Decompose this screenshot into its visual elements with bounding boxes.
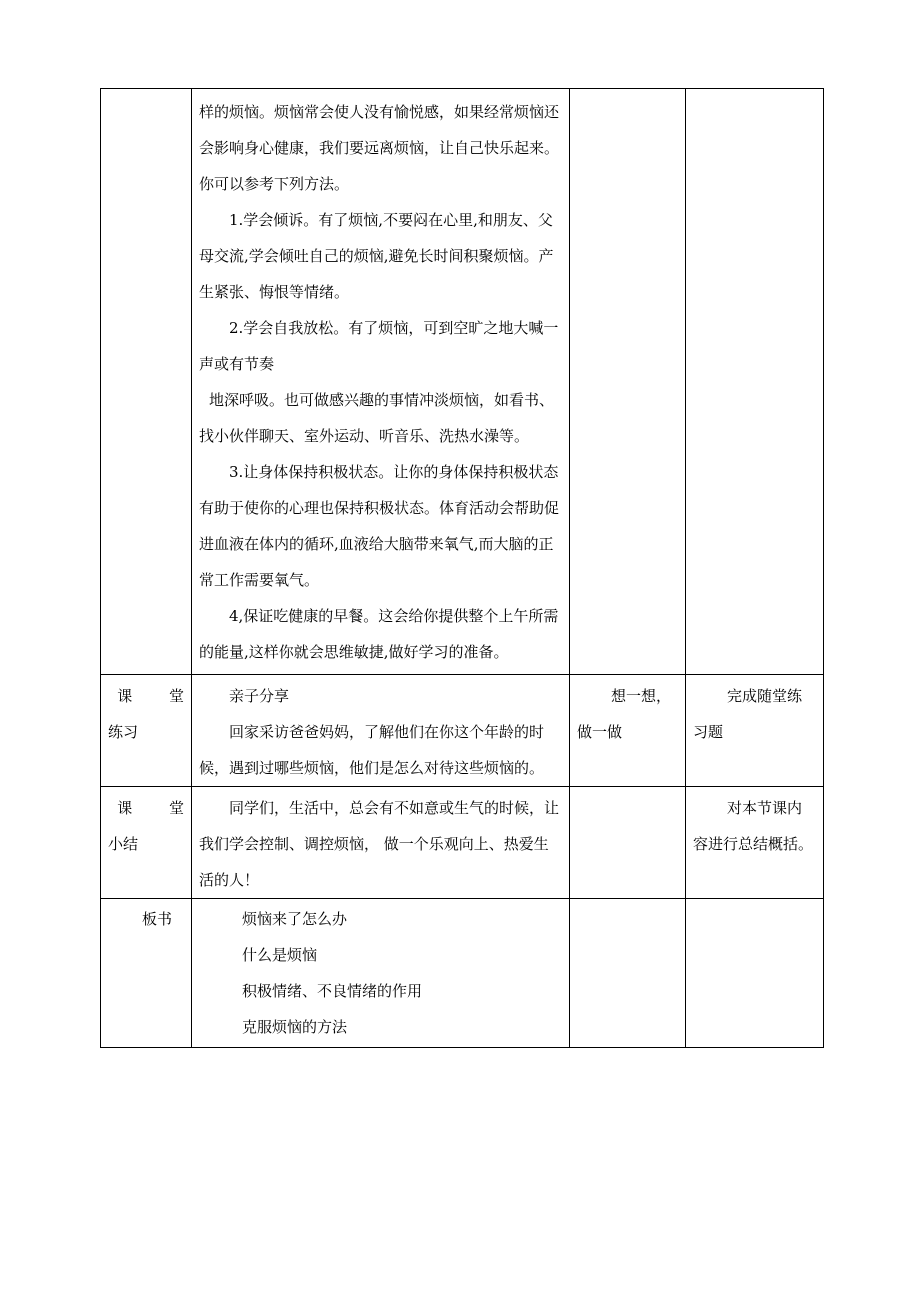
- board-item: 烦恼来了怎么办: [242, 910, 348, 928]
- summary-body: 同学们，生活中，总会有不如意或生气的时候，让我们学会控制、调控烦恼， 做一个乐观向上、热爱生活的人！: [199, 799, 560, 889]
- board-item: 什么是烦恼: [242, 946, 318, 964]
- row-label-line1: 课 堂: [117, 687, 200, 705]
- table-row: [101, 899, 824, 1048]
- paragraph-method-4: 4,保证吃健康的早餐。这会给你提供整个上午所需的能量,这样你就会思维敏捷,做好学习的准备。: [199, 607, 559, 661]
- table-row: [101, 675, 824, 787]
- design-intent-cell: [686, 89, 824, 675]
- content-cell: [192, 787, 570, 899]
- design-intent-cell: [686, 675, 824, 787]
- practice-title: 亲子分享: [229, 687, 290, 705]
- table-row: [101, 89, 824, 675]
- student-activity-cell: [570, 787, 686, 899]
- row-label-line2: 小结: [108, 835, 139, 853]
- row-label-cell: [101, 675, 200, 787]
- student-activity-cell: [570, 899, 686, 1048]
- board-label: 板书: [142, 910, 173, 928]
- paragraph-method-2-cont: 地深呼吸。也可做感兴趣的事情冲淡烦恼，如看书、找小伙伴聊天、室外运动、听音乐、洗热水澡等。: [199, 391, 555, 445]
- row-label-cell: [101, 899, 192, 1048]
- content-cell: [192, 675, 570, 787]
- student-activity-cell: [570, 89, 686, 675]
- content-cell: [192, 899, 570, 1048]
- lesson-plan-table: [100, 88, 824, 1048]
- design-intent-text: 完成随堂练习题: [693, 687, 803, 741]
- table-row: [101, 787, 824, 899]
- summary-intent-text: 对本节课内容进行总结概括。: [693, 799, 814, 853]
- row-label-line1: 课 堂: [117, 799, 200, 817]
- design-intent-cell: [686, 899, 824, 1048]
- student-activity-text: 想一想，做一做: [577, 687, 672, 741]
- design-intent-cell: [686, 787, 824, 899]
- paragraph-intro: 样的烦恼。烦恼常会使人没有愉悦感，如果经常烦恼还会影响身心健康，我们要远离烦恼，让自己快乐起来。你可以参考下列方法。: [199, 103, 560, 193]
- board-item: 克服烦恼的方法: [242, 1018, 348, 1036]
- row-label-cell: [101, 89, 192, 675]
- board-item: 积极情绪、不良情绪的作用: [242, 982, 423, 1000]
- paragraph-method-3: 3.让身体保持积极状态。让你的身体保持积极状态有助于使你的心理也保持积极状态。体育活动会帮助促进血液在体内的循环,血液给大脑带来氧气,而大脑的正常工作需要氧气。: [199, 463, 560, 589]
- paragraph-method-2: 2.学会自我放松。有了烦恼，可到空旷之地大喊一声或有节奏: [199, 319, 559, 373]
- student-activity-cell: [570, 675, 686, 787]
- row-label-line2: 练习: [108, 723, 139, 741]
- content-cell: [192, 89, 570, 675]
- paragraph-method-1: 1.学会倾诉。有了烦恼,不要闷在心里,和朋友、父母交流,学会倾吐自己的烦恼,避免长时间积聚烦恼。产生紧张、悔恨等情绪。: [199, 211, 554, 301]
- row-label-cell: [101, 787, 200, 899]
- practice-body: 回家采访爸爸妈妈，了解他们在你这个年龄的时候，遇到过哪些烦恼，他们是怎么对待这些烦恼的。: [199, 723, 545, 777]
